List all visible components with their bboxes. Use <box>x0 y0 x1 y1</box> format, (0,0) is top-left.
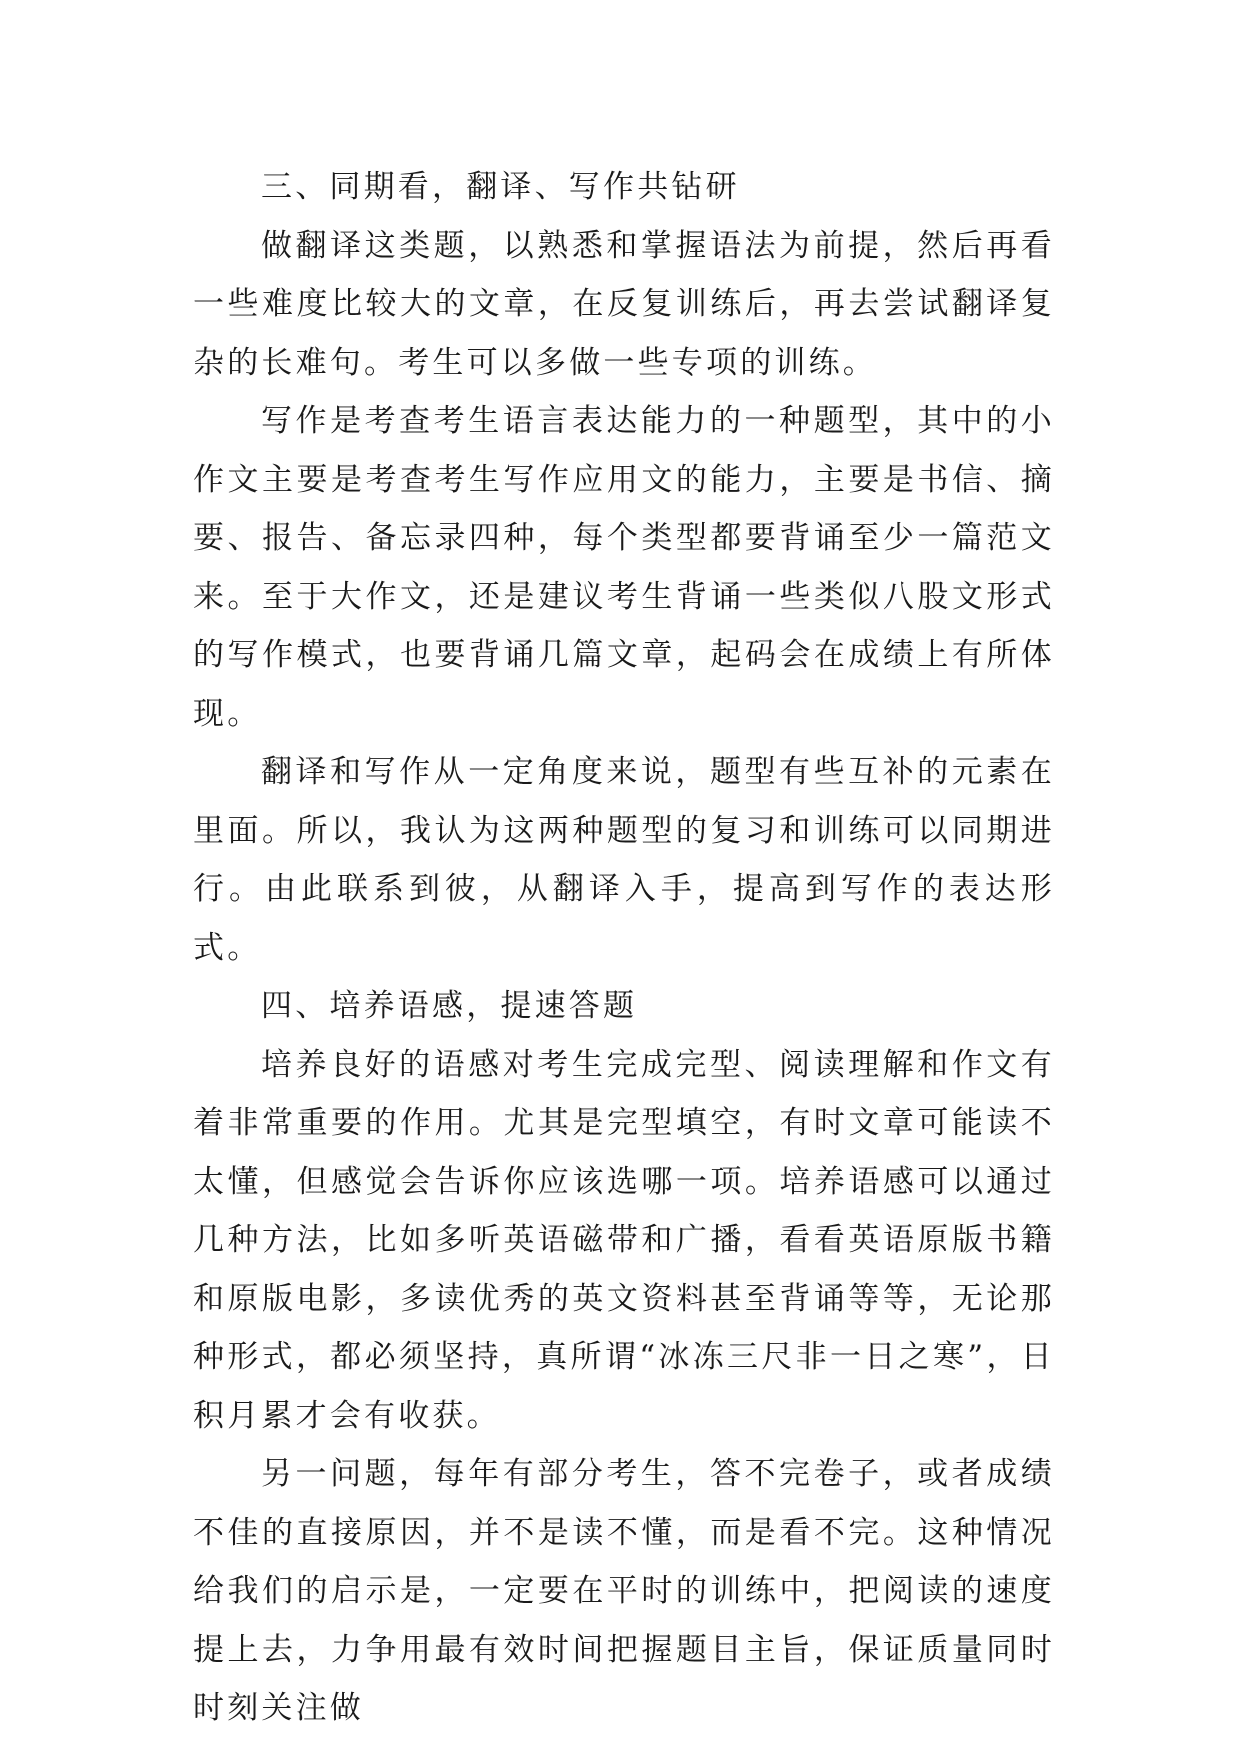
document-body <box>193 158 1055 1738</box>
paragraph-reading-speed: 另一问题，每年有部分考生，答不完卷子，或者成绩不佳的直接原因，并不是读不懂，而是看不完。这种情况给我们的启示是，一定要在平时的训练中，把阅读的速度提上去，力争用最有效时间把握题目主旨，保证质量同时时刻关注做 <box>193 1456 1055 1726</box>
paragraph-translation: 做翻译这类题，以熟悉和掌握语法为前提，然后再看一些难度比较大的文章，在反复训练后，再去尝试翻译复杂的长难句。考生可以多做一些专项的训练。 <box>193 227 1055 381</box>
paragraph-translation-writing: 翻译和写作从一定角度来说，题型有些互补的元素在里面。所以，我认为这两种题型的复习和训练可以同期进行。由此联系到彼，从翻译入手，提高到写作的表达形式。 <box>193 754 1055 966</box>
section-heading-3: 三、同期看，翻译、写作共钻研 <box>261 169 740 205</box>
section-heading-4: 四、培养语感，提速答题 <box>261 988 638 1024</box>
paragraph-writing: 写作是考查考生语言表达能力的一种题型，其中的小作文主要是考查考生写作应用文的能力，主要是书信、摘要、报告、备忘录四种，每个类型都要背诵至少一篇范文来。至于大作文，还是建议考生背诵一些类似八股文形式的写作模式，也要背诵几篇文章，起码会在成绩上有所体现。 <box>193 403 1055 732</box>
paragraph-language-sense: 培养良好的语感对考生完成完型、阅读理解和作文有着非常重要的作用。尤其是完型填空，有时文章可能读不太懂，但感觉会告诉你应该选哪一项。培养语感可以通过几种方法，比如多听英语磁带和广播，看看英语原版书籍和原版电影，多读优秀的英文资料甚至背诵等等，无论那种形式，都必须坚持，真所谓“冰冻三尺非一日之寒”，日积月累才会有收获。 <box>193 1046 1055 1434</box>
